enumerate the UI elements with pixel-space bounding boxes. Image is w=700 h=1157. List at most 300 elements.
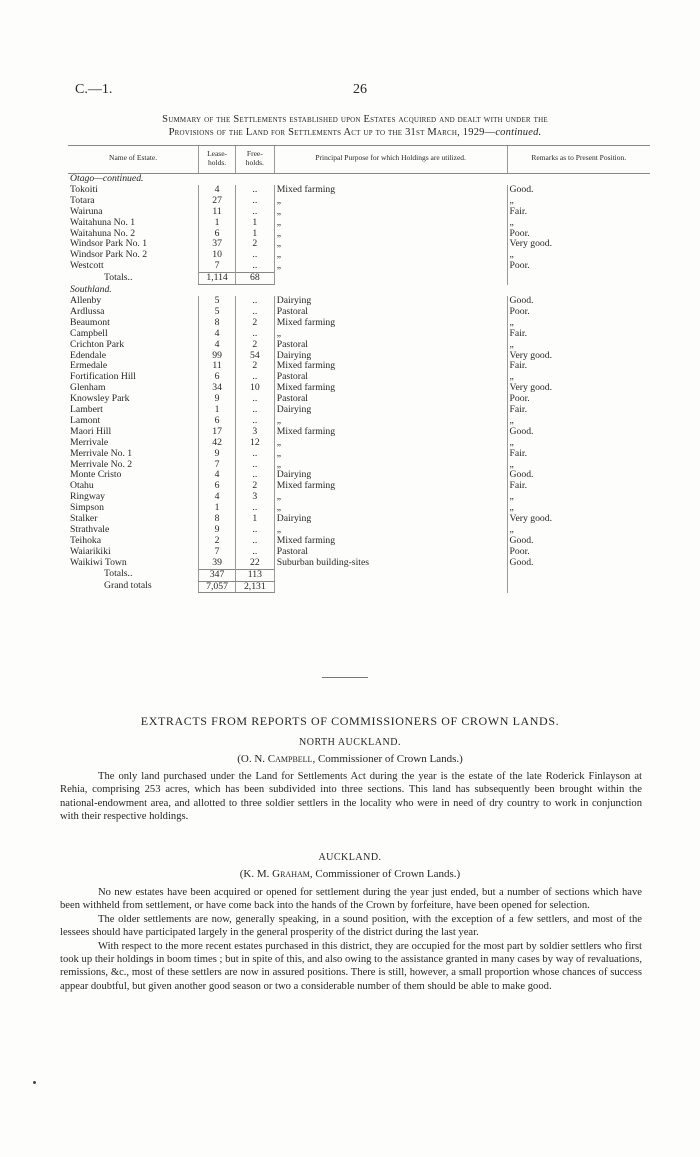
cell-name-text: Stalker xyxy=(70,514,98,525)
cell-lease-text: 6 xyxy=(214,228,220,239)
cell-purpose-text: „ xyxy=(276,448,282,459)
margin-mark xyxy=(33,1081,36,1084)
cell-purpose-text: „ xyxy=(276,217,282,228)
cell-lease xyxy=(199,405,236,416)
cell-remarks-text: „ xyxy=(509,525,514,535)
cell-lease-text: 39 xyxy=(212,557,222,568)
cell-purpose xyxy=(274,449,507,460)
cell-free-text: 1 xyxy=(252,514,258,525)
cell-free-text: 2 xyxy=(252,339,258,350)
cell-purpose-text: Mixed farming xyxy=(276,426,336,437)
cell-name xyxy=(68,340,199,351)
cell-free xyxy=(235,218,274,229)
col-header-leaseholds: Lease-holds. xyxy=(199,146,236,174)
cell-remarks xyxy=(507,416,650,427)
cell-lease-text: 9 xyxy=(214,394,220,405)
cell-free xyxy=(235,427,274,438)
cell-remarks-text: „ xyxy=(509,339,514,350)
cell-purpose-text: Dairying xyxy=(276,514,312,525)
cell-lease-text: 7 xyxy=(214,261,220,272)
cell-lease xyxy=(199,218,236,229)
table-row xyxy=(68,470,650,481)
table-row xyxy=(68,207,650,218)
cell-purpose-text: Dairying xyxy=(276,470,312,481)
cell-free xyxy=(235,383,274,394)
cell-remarks-text: Very good. xyxy=(509,383,553,394)
cell-purpose xyxy=(274,207,507,218)
table-row xyxy=(68,481,650,492)
cell-free xyxy=(235,394,274,405)
cell-remarks xyxy=(507,307,650,318)
cell-free xyxy=(235,536,274,547)
cell-purpose-text: Pastoral xyxy=(276,372,308,383)
cell-free-text: 1 xyxy=(252,228,258,239)
cell-lease-text: 42 xyxy=(212,437,222,448)
cell-name-text: Lamont xyxy=(70,415,101,426)
cell-lease xyxy=(199,536,236,547)
cell-name xyxy=(68,250,199,261)
totals-lease: 347 xyxy=(199,569,236,581)
table-row xyxy=(68,196,650,207)
cell-purpose-text: Mixed farming xyxy=(276,481,336,492)
paragraph: With respect to the more recent estates purchased in this district, they are occupied for the most part by soldier settlers who first took up their holdings in boom times ; but in spite of this, and also owing to the assistance granted in many cases by way of revaluations, remissions, &c., most of these settlers are now in assured positions. There is still, however, a small proportion whose chances of success appear doubtful, but given another good season or two a considerable number of them should be able to make good. xyxy=(60,940,642,992)
totals-empty xyxy=(274,273,507,285)
cell-lease xyxy=(199,361,236,372)
cell-free-text: 54 xyxy=(249,350,260,361)
cell-purpose-text: „ xyxy=(276,250,282,261)
summary-title-line2: Provisions of the Land for Settlements Act up to the 31st March, 1929— xyxy=(168,127,496,138)
table-row xyxy=(68,218,650,229)
cell-free xyxy=(235,351,274,362)
cell-remarks-text: Poor. xyxy=(509,261,530,272)
paragraph: The only land purchased under the Land for Settlements Act during the year is the estate of the late Roderick Finlayson at Rehia, comprising 253 acres, which has been subdivided into three sections. This land has subsequently been brought within the national-endowment area, and allotted to three soldier settlers in the locality who were in need of dry country to work in conjunction with their respective holdings. xyxy=(60,771,642,823)
cell-free-text: .. xyxy=(252,306,258,317)
cell-name xyxy=(68,372,199,383)
cell-name xyxy=(68,296,199,307)
cell-purpose xyxy=(274,296,507,307)
table-row xyxy=(68,460,650,471)
cell-free xyxy=(235,239,274,250)
cell-lease xyxy=(199,383,236,394)
cell-purpose xyxy=(274,307,507,318)
cell-free-text: 2 xyxy=(252,481,258,492)
cell-lease-text: 10 xyxy=(212,250,222,261)
cell-name xyxy=(68,383,199,394)
table-header-row xyxy=(68,146,650,174)
cell-free-text: .. xyxy=(252,459,258,470)
table-row xyxy=(68,361,650,372)
cell-free-text: .. xyxy=(252,184,258,195)
col-header-purpose: Principal Purpose for which Holdings are utilized. xyxy=(274,146,507,174)
table-row xyxy=(68,329,650,340)
cell-lease xyxy=(199,492,236,503)
cell-name xyxy=(68,229,199,240)
cell-name xyxy=(68,514,199,525)
cell-free xyxy=(235,503,274,514)
cell-free xyxy=(235,361,274,372)
table-row xyxy=(68,239,650,250)
cell-purpose-text: Mixed farming xyxy=(276,383,336,394)
cell-purpose xyxy=(274,383,507,394)
commissioner-name: (O. N. Campbell, xyxy=(237,753,316,765)
cell-free-text: .. xyxy=(252,525,258,535)
cell-remarks xyxy=(507,492,650,503)
cell-free xyxy=(235,340,274,351)
col-header-name: Name of Estate. xyxy=(68,146,199,174)
cell-lease xyxy=(199,394,236,405)
cell-free xyxy=(235,185,274,196)
cell-name-text: Windsor Park No. 2 xyxy=(70,250,148,261)
cell-remarks-text: Poor. xyxy=(509,306,530,317)
cell-remarks xyxy=(507,525,650,536)
cell-free-text: .. xyxy=(252,372,258,383)
cell-free xyxy=(235,547,274,558)
cell-lease-text: 99 xyxy=(212,350,222,361)
cell-name-text: Campbell xyxy=(70,328,108,339)
cell-lease xyxy=(199,340,236,351)
cell-name-text: Allenby xyxy=(70,295,102,306)
cell-free-text: 22 xyxy=(249,557,260,568)
cell-lease xyxy=(199,239,236,250)
cell-lease-text: 34 xyxy=(212,383,222,394)
cell-lease-text: 6 xyxy=(214,481,220,492)
auckland-commissioner xyxy=(60,868,640,880)
cell-remarks xyxy=(507,547,650,558)
cell-lease-text: 4 xyxy=(214,470,220,481)
cell-purpose xyxy=(274,492,507,503)
commissioner-title: Commissioner of Crown Lands.) xyxy=(315,868,461,880)
summary-title-line1: Summary of the Settlements established upon Estates acquired and dealt with under the xyxy=(162,114,548,125)
table-row xyxy=(68,449,650,460)
cell-purpose xyxy=(274,261,507,272)
cell-purpose-text: „ xyxy=(276,261,282,272)
cell-remarks xyxy=(507,296,650,307)
cell-remarks-text: Poor. xyxy=(509,228,530,239)
cell-name-text: Maori Hill xyxy=(70,426,112,437)
cell-free xyxy=(235,261,274,272)
cell-purpose-text: Dairying xyxy=(276,350,312,361)
summary-continued: continued. xyxy=(495,127,542,138)
cell-free xyxy=(235,405,274,416)
cell-lease-text: 5 xyxy=(214,295,220,306)
cell-lease-text: 1 xyxy=(214,405,220,416)
cell-purpose-text: „ xyxy=(276,492,282,503)
cell-name xyxy=(68,438,199,449)
cell-purpose xyxy=(274,536,507,547)
cell-name xyxy=(68,239,199,250)
cell-purpose-text: Dairying xyxy=(276,295,312,306)
cell-lease xyxy=(199,438,236,449)
cell-remarks xyxy=(507,250,650,261)
cell-free-text: 12 xyxy=(249,437,260,448)
cell-lease xyxy=(199,427,236,438)
table-row xyxy=(68,383,650,394)
cell-purpose-text: Pastoral xyxy=(276,306,308,317)
cell-name xyxy=(68,318,199,329)
cell-remarks xyxy=(507,207,650,218)
cell-name xyxy=(68,261,199,272)
section-heading-southland: Southland. xyxy=(70,284,112,296)
totals-empty xyxy=(274,581,507,593)
cell-remarks-text: Fair. xyxy=(509,206,528,217)
cell-name xyxy=(68,449,199,460)
cell-lease xyxy=(199,318,236,329)
cell-remarks xyxy=(507,340,650,351)
cell-remarks xyxy=(507,449,650,460)
cell-lease-text: 1 xyxy=(214,503,220,514)
cell-lease xyxy=(199,307,236,318)
cell-remarks xyxy=(507,372,650,383)
cell-purpose-text: „ xyxy=(276,239,282,250)
cell-remarks xyxy=(507,405,650,416)
cell-lease xyxy=(199,207,236,218)
cell-free xyxy=(235,329,274,340)
cell-remarks xyxy=(507,318,650,329)
totals-empty xyxy=(507,273,650,285)
cell-name xyxy=(68,351,199,362)
cell-name-text: Lambert xyxy=(70,405,103,416)
cell-free-text: .. xyxy=(252,470,258,481)
cell-lease-text: 7 xyxy=(214,546,220,557)
cell-name xyxy=(68,361,199,372)
cell-name-text: Beaumont xyxy=(70,317,110,328)
table-row xyxy=(68,492,650,503)
totals-empty xyxy=(274,569,507,581)
cell-purpose xyxy=(274,351,507,362)
cell-remarks-text: Very good. xyxy=(509,350,553,361)
cell-name-text: Ermedale xyxy=(70,361,108,372)
cell-name-text: Windsor Park No. 1 xyxy=(70,239,148,250)
cell-free-text: 2 xyxy=(252,361,258,372)
cell-name-text: Waikiwi Town xyxy=(70,557,127,568)
cell-free-text: .. xyxy=(252,195,258,206)
cell-remarks-text: Good. xyxy=(509,557,534,568)
cell-remarks-text: Good. xyxy=(509,184,534,195)
cell-lease-text: 6 xyxy=(214,372,220,383)
cell-remarks-text: Fair. xyxy=(509,481,528,492)
cell-remarks xyxy=(507,361,650,372)
cell-free-text: 1 xyxy=(252,217,258,228)
cell-free-text: 3 xyxy=(252,492,258,503)
cell-lease-text: 27 xyxy=(212,195,222,206)
cell-free xyxy=(235,372,274,383)
cell-remarks xyxy=(507,185,650,196)
cell-purpose-text: Pastoral xyxy=(276,339,308,350)
table-row xyxy=(68,185,650,196)
cell-name xyxy=(68,558,199,569)
cell-free-text: .. xyxy=(252,394,258,405)
cell-purpose-text: Mixed farming xyxy=(276,361,336,372)
cell-name-text: Otahu xyxy=(70,481,94,492)
cell-purpose xyxy=(274,250,507,261)
cell-free xyxy=(235,481,274,492)
cell-remarks xyxy=(507,196,650,207)
col-header-freeholds: Free-holds. xyxy=(235,146,274,174)
cell-name xyxy=(68,525,199,536)
cell-remarks xyxy=(507,558,650,569)
cell-free xyxy=(235,307,274,318)
cell-free-text: 2 xyxy=(252,239,258,250)
auckland-heading: AUCKLAND. xyxy=(318,852,382,863)
cell-purpose xyxy=(274,361,507,372)
cell-remarks-text: Very good. xyxy=(509,239,553,250)
table-row xyxy=(68,296,650,307)
totals-label: Totals.. xyxy=(104,569,133,580)
cell-name-text: Waitahuna No. 2 xyxy=(70,228,136,239)
cell-remarks xyxy=(507,481,650,492)
col-header-remarks: Remarks as to Present Position. xyxy=(507,146,650,174)
cell-purpose-text: „ xyxy=(276,459,282,470)
table-row xyxy=(68,536,650,547)
cell-remarks xyxy=(507,460,650,471)
cell-name xyxy=(68,503,199,514)
commissioner-title: Commissioner of Crown Lands.) xyxy=(317,753,463,765)
page-number: 26 xyxy=(353,82,367,97)
cell-name-text: Ardlussa xyxy=(70,306,105,317)
north-auckland-heading: NORTH AUCKLAND. xyxy=(299,737,401,748)
cell-free xyxy=(235,460,274,471)
cell-remarks-text: „ xyxy=(509,415,514,426)
cell-lease-text: 4 xyxy=(214,328,220,339)
cell-free xyxy=(235,492,274,503)
cell-remarks-text: „ xyxy=(509,459,514,470)
table-row xyxy=(68,558,650,569)
cell-purpose-text: Pastoral xyxy=(276,394,308,405)
cell-lease-text: 11 xyxy=(212,206,222,217)
cell-remarks xyxy=(507,329,650,340)
cell-purpose-text: „ xyxy=(276,195,282,206)
cell-purpose xyxy=(274,218,507,229)
cell-purpose xyxy=(274,229,507,240)
table-row xyxy=(68,250,650,261)
cell-name xyxy=(68,329,199,340)
cell-lease-text: 8 xyxy=(214,514,220,525)
cell-purpose xyxy=(274,481,507,492)
cell-name-text: Westcott xyxy=(70,261,104,272)
cell-purpose xyxy=(274,558,507,569)
cell-purpose-text: Dairying xyxy=(276,405,312,416)
cell-purpose-text: „ xyxy=(276,228,282,239)
cell-remarks xyxy=(507,394,650,405)
cell-name xyxy=(68,185,199,196)
cell-lease xyxy=(199,449,236,460)
cell-remarks xyxy=(507,536,650,547)
cell-lease xyxy=(199,514,236,525)
totals-lease: 7,057 xyxy=(199,581,236,593)
totals-free: 2,131 xyxy=(235,581,274,593)
cell-name xyxy=(68,470,199,481)
cell-remarks-text: Fair. xyxy=(509,448,528,459)
cell-lease-text: 11 xyxy=(212,361,222,372)
cell-purpose-text: „ xyxy=(276,437,282,448)
cell-remarks-text: Very good. xyxy=(509,514,553,525)
cell-name-text: Tokoiti xyxy=(70,184,98,195)
cell-purpose-text: Mixed farming xyxy=(276,535,336,546)
cell-name xyxy=(68,196,199,207)
cell-lease xyxy=(199,372,236,383)
cell-lease-text: 8 xyxy=(214,317,220,328)
cell-lease-text: 37 xyxy=(212,239,222,250)
north-auckland-body xyxy=(60,770,642,824)
table-body xyxy=(68,174,650,593)
table-row xyxy=(68,427,650,438)
cell-free xyxy=(235,470,274,481)
cell-purpose xyxy=(274,196,507,207)
cell-lease xyxy=(199,460,236,471)
cell-lease xyxy=(199,250,236,261)
totals-empty xyxy=(507,581,650,593)
cell-free-text: .. xyxy=(252,546,258,557)
cell-name-text: Simpson xyxy=(70,503,104,514)
cell-lease xyxy=(199,196,236,207)
cell-remarks xyxy=(507,438,650,449)
section-heading-row xyxy=(68,174,650,185)
cell-remarks xyxy=(507,503,650,514)
cell-purpose xyxy=(274,427,507,438)
cell-remarks-text: „ xyxy=(509,372,514,383)
cell-remarks xyxy=(507,470,650,481)
section-divider xyxy=(322,677,368,678)
cell-remarks-text: Good. xyxy=(509,535,534,546)
cell-free-text: .. xyxy=(252,415,258,426)
cell-lease-text: 9 xyxy=(214,448,220,459)
cell-free xyxy=(235,207,274,218)
cell-purpose-text: „ xyxy=(276,415,282,426)
table-row xyxy=(68,547,650,558)
totals-lease: 1,114 xyxy=(199,273,236,285)
cell-remarks xyxy=(507,239,650,250)
cell-free xyxy=(235,416,274,427)
settlements-table xyxy=(68,145,650,593)
cell-lease-text: 6 xyxy=(214,415,220,426)
cell-purpose xyxy=(274,525,507,536)
cell-free xyxy=(235,525,274,536)
cell-lease-text: 4 xyxy=(214,184,220,195)
cell-free-text: .. xyxy=(252,206,258,217)
cell-lease-text: 4 xyxy=(214,339,220,350)
section-heading-row xyxy=(68,285,650,296)
cell-free xyxy=(235,250,274,261)
cell-free-text: 3 xyxy=(252,426,258,437)
cell-purpose-text: „ xyxy=(276,206,282,217)
cell-name-text: Monte Cristo xyxy=(70,470,122,481)
cell-name xyxy=(68,394,199,405)
cell-free xyxy=(235,438,274,449)
cell-free-text: .. xyxy=(252,295,258,306)
cell-purpose xyxy=(274,503,507,514)
cell-name-text: Waiarikiki xyxy=(70,546,111,557)
cell-name xyxy=(68,492,199,503)
cell-remarks xyxy=(507,218,650,229)
cell-remarks-text: „ xyxy=(509,437,514,448)
totals-empty xyxy=(507,569,650,581)
cell-name-text: Edendale xyxy=(70,350,107,361)
cell-lease xyxy=(199,296,236,307)
cell-purpose-text: Mixed farming xyxy=(276,317,336,328)
cell-lease xyxy=(199,329,236,340)
cell-name xyxy=(68,207,199,218)
cell-remarks-text: „ xyxy=(509,317,514,328)
cell-remarks xyxy=(507,383,650,394)
cell-purpose xyxy=(274,416,507,427)
cell-purpose xyxy=(274,514,507,525)
commissioner-name: (K. M. Graham, xyxy=(239,868,313,880)
cell-name-text: Merrivale xyxy=(70,437,109,448)
cell-name xyxy=(68,218,199,229)
cell-remarks xyxy=(507,427,650,438)
cell-name-text: Crichton Park xyxy=(70,339,125,350)
table-row xyxy=(68,514,650,525)
